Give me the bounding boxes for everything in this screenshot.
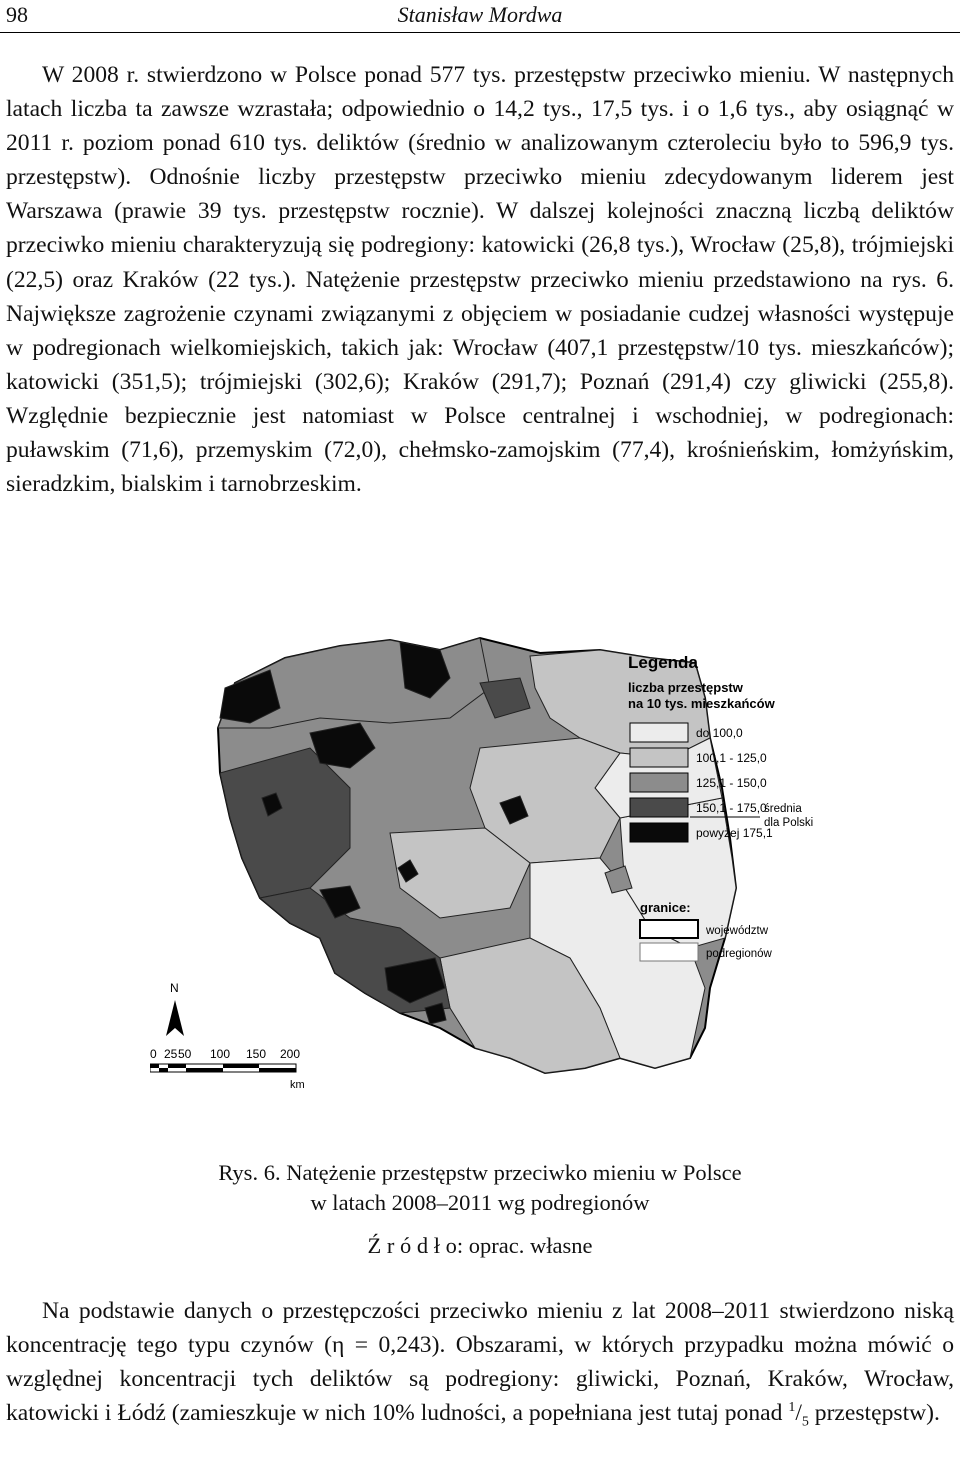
header-rule xyxy=(0,32,960,33)
paragraph2-text: Na podstawie danych o przestępczości przeciwko mieniu z lat 2008–2011 stwierdzono niską koncentrację tego typu czynów (η = 0,243). Obszarami, w których przypadku można mówić o względnej koncentracji tych deliktów są podregiony: gliwicki, Poznań, Kraków, Wrocław, katowicki i Łódź (zamieszkuje w nich 10% ludności, a popełniana jest tutaj ponad xyxy=(6,1298,954,1427)
scale-ticks xyxy=(150,1047,300,1061)
body-paragraph-2 xyxy=(6,1294,954,1430)
legend-average-2: dla Polski xyxy=(764,817,814,829)
running-head-author: Stanisław Mordwa xyxy=(397,2,563,27)
legend-boundary-subregion: podregionów xyxy=(706,948,772,960)
scale-tick-label-3: 100 xyxy=(210,1047,231,1061)
page-number: 98 xyxy=(6,2,28,27)
legend-swatch-2 xyxy=(630,773,688,792)
legend-boundaries-title: granice: xyxy=(640,900,691,915)
fraction-denominator: 5 xyxy=(801,1415,809,1430)
legend-title: Legenda xyxy=(628,653,698,672)
legend-subtitle-1: liczba przestępstw xyxy=(628,680,743,695)
legend-subtitle-2: na 10 tys. mieszkańców xyxy=(628,696,775,711)
legend-boundary-subregion-swatch xyxy=(640,943,698,961)
scale-tick-label-5: 200 xyxy=(280,1047,301,1061)
page-header xyxy=(0,0,960,34)
legend-boundary-voivodeship: województw xyxy=(706,925,768,937)
legend-class-label-0: do 100,0 xyxy=(696,726,743,740)
legend-swatch-1 xyxy=(630,748,688,767)
scale-tick-label-1: 25 xyxy=(164,1047,178,1061)
legend-class-label-2: 125,1 - 150,0 xyxy=(696,776,767,790)
north-arrow-icon xyxy=(166,981,184,1036)
north-arrow-shape xyxy=(166,1000,184,1036)
legend-class-label-4: powyżej 175,1 xyxy=(696,826,773,840)
legend-swatch-4 xyxy=(630,823,688,842)
scale-tick-label-4: 150 xyxy=(246,1047,267,1061)
legend-class-label-3: 150,1 - 175,0 xyxy=(696,801,767,815)
paragraph2-end: przestępstw). xyxy=(814,1400,940,1427)
figure-map xyxy=(150,628,960,1128)
legend-swatch-0 xyxy=(630,723,688,742)
figure-source: Ź r ó d ł o: oprac. własne xyxy=(367,1233,593,1258)
legend-swatch-3 xyxy=(630,798,688,817)
legend-class-label-1: 100,1 - 125,0 xyxy=(696,751,767,765)
poland-choropleth-map xyxy=(150,628,960,1128)
legend-boundary-voivodeship-swatch xyxy=(640,920,698,938)
fraction-slash: / xyxy=(795,1400,802,1427)
scale-bar xyxy=(150,1047,305,1091)
north-label: N xyxy=(170,981,179,995)
body-paragraph-1: W 2008 r. stwierdzono w Polsce ponad 577 tys. przestępstw przeciwko mieniu. W następnych latach liczba ta zawsze wzrastała; odpowiednio o 14,2 tys., 17,5 tys. i o 1,6 tys., aby osiągnąć w 2011 r. poziom ponad 610 tys. deliktów (średnio w analizowanym czteroleciu było to 596,9 tys. przestępstw). Odnośnie liczby przestępstw przeciwko mieniu zdecydowanym liderem jest Warszawa (prawie 39 tys. przestępstw rocznie). W dalszej kolejności znaczną liczbą deliktów przeciwko mieniu charakteryzują się podregiony: katowicki (26,8 tys.), Wrocław (25,8), trójmiejski (22,5) oraz Kraków (22 tys.). Natężenie przestępstw przeciwko mieniu przedstawiono na rys. 6. Największe zagrożenie czynami związanymi z objęciem w posiadanie cudzej własności występuje w podregionach wielkomiejskich, takich jak: Wrocław (407,1 przestępstw/10 tys. mieszkańców); katowicki (351,5); trójmiejski (302,6); Kraków (291,7); Poznań (291,4) czy gliwicki (255,8). Względnie bezpiecznie jest natomiast w Polsce centralnej i wschodniej, w podregionach: puławskim (71,6), przemyskim (72,0), chełmsko-zamojskim (77,4), krośnieńskim, łomżyńskim, sieradzkim, bialskim i tarnobrzeskim. xyxy=(6,62,954,498)
figure-caption-line2: w latach 2008–2011 wg podregionów xyxy=(310,1190,650,1215)
scale-tick-label-0: 0 xyxy=(150,1047,157,1061)
fraction-numerator: 1 xyxy=(788,1400,796,1416)
legend-average-1: średnia xyxy=(764,803,802,815)
scale-tick-label-2: 50 xyxy=(178,1047,192,1061)
figure-caption-line1: Rys. 6. Natężenie przestępstw przeciwko mieniu w Polsce xyxy=(218,1160,742,1185)
scale-unit: km xyxy=(290,1079,305,1091)
